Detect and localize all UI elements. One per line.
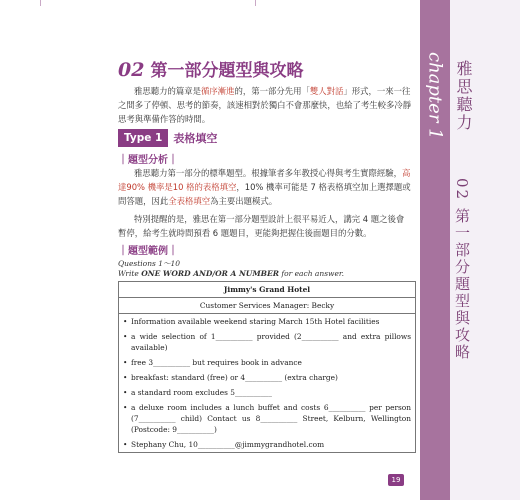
bullet: •	[123, 358, 128, 367]
item-text: a wide selection of 1__________ provided (2__________ and extra pillows available)	[131, 332, 411, 352]
analysis-text: ，10% 機率可能是 7 格表格填空加上選擇題或問答題，因此	[118, 182, 411, 206]
title-text: 第一部分題型與攻略	[150, 61, 304, 81]
item-text: Stephany Chu, 10__________@jimmygrandhotel.com	[131, 440, 325, 449]
chapter-side-bar	[420, 0, 450, 500]
title-number: 02	[118, 59, 145, 81]
table-manager: Customer Services Manager: Becky	[119, 297, 415, 313]
analysis-text: 為主要出題模式。	[210, 196, 278, 206]
page-number: 19	[388, 474, 404, 486]
bullet: •	[123, 388, 128, 397]
table-row	[119, 329, 415, 355]
side-section-number: 02	[453, 178, 471, 202]
type-header	[118, 129, 217, 147]
intro-highlight: 雙人對話	[309, 86, 344, 96]
item-text: a standard room excludes 5__________	[131, 388, 272, 397]
chapter-label: chapter 1	[424, 52, 446, 140]
crop-mark	[40, 0, 41, 6]
instruction-line	[118, 269, 344, 278]
table-row	[119, 437, 415, 452]
bullet: •	[123, 317, 128, 326]
crop-mark	[255, 0, 256, 6]
item-text: breakfast: standard (free) or 4__________ (extra charge)	[131, 373, 338, 382]
example-heading: ｜題型範例｜	[118, 246, 178, 257]
analysis-highlight: 全表格填空	[168, 196, 211, 206]
analysis-note-paragraph: 特別提醒的是，雅思在第一部分題型設計上很平易近人，講完 4 題之後會暫停，給考生就時間預看 6 題題目，更能夠把握住後面題目的分數。	[118, 214, 405, 238]
instruction-emphasis: ONE WORD AND/OR A NUMBER	[141, 269, 279, 278]
type-label: Type 1	[118, 129, 168, 147]
item-text: Information available weekend staring March 15th Hotel facilities	[131, 317, 380, 326]
table-row	[119, 370, 415, 385]
table-row	[119, 400, 415, 437]
intro-text: 」形式，一來一往之間多了停頓、思考的節奏，該速相對於獨白不會那麼快，也給了考生較多冷靜思考與準備作答的時間。	[118, 86, 412, 124]
intro-text: 雅思聽力的篇章是	[134, 86, 201, 96]
item-text: a deluxe room includes a lunch buffet and costs 6__________ per person (7__________ child) Contact us 8__________ Street, Kelburn, Wellington (Postcode: 9__________)	[131, 403, 411, 434]
analysis-highlight: 高達90% 機率是10 格的表格填空	[118, 168, 411, 192]
bullet: •	[123, 373, 128, 382]
analysis-paragraph	[118, 166, 412, 208]
analysis-text: 雅思聽力第一部分的標準題型。根據筆者多年教授心得與考生實際經驗，	[134, 168, 402, 178]
bullet: •	[123, 332, 128, 341]
intro-highlight: 循序漸進	[201, 86, 235, 96]
intro-text: 的，第一部分先用「	[234, 86, 310, 96]
table-items	[119, 313, 415, 452]
chapter-subtitle: 雅思聽力	[454, 60, 473, 132]
intro-paragraph	[118, 84, 412, 126]
table-row	[119, 385, 415, 400]
form-completion-table	[118, 281, 416, 453]
analysis-heading: ｜題型分析｜	[118, 155, 178, 166]
side-section-title: 第一部分題型與攻略	[453, 207, 471, 361]
page-title	[118, 56, 303, 81]
item-text: free 3__________ but requires book in advance	[131, 358, 302, 367]
instruction-text: for each answer.	[278, 269, 345, 278]
side-section	[452, 178, 473, 361]
table-row	[119, 314, 415, 329]
bullet: •	[123, 440, 128, 449]
table-hotel-name: Jimmy's Grand Hotel	[223, 285, 311, 294]
table-row	[119, 355, 415, 370]
questions-range: Questions 1～10	[118, 259, 181, 268]
type-title: 表格填空	[173, 132, 218, 145]
instruction-text: Write	[118, 269, 142, 278]
bullet: •	[123, 403, 128, 412]
